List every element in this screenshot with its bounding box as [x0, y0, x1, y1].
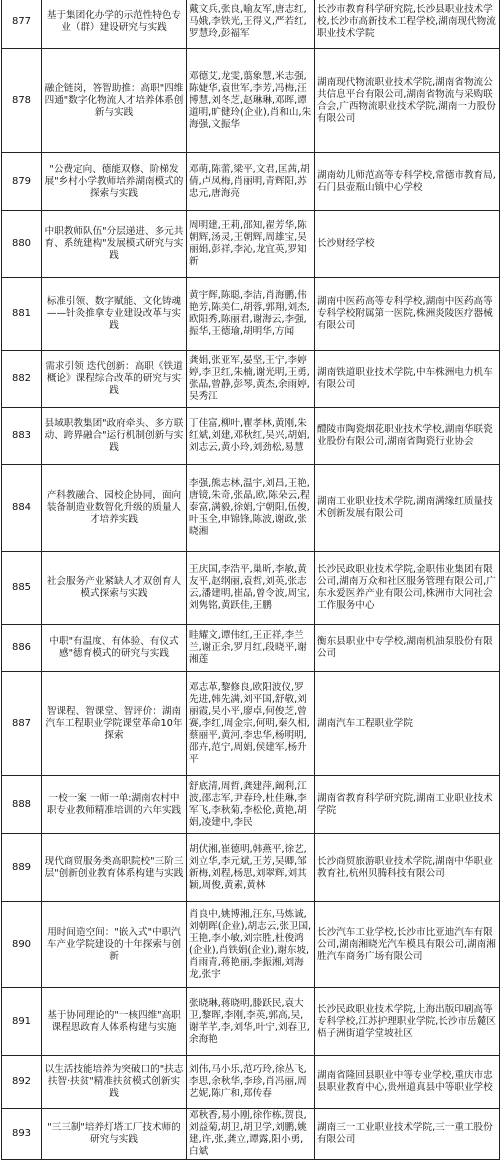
table-row — [2, 278, 500, 351]
row-number: 877 — [2, 0, 42, 49]
project-members: 舒底清,周哲,龚建萍,阚利,江波,邵志军,尹春玲,杜佳琳,李军飞,李秋菊,李松伦,黄艳,胡娟,凌建中,李民 — [187, 776, 315, 834]
row-number: 887 — [2, 672, 42, 776]
project-title: "公费定向、德能双修、阶梯发展"乡村小学教师培养湖南模式的探索与实践 — [42, 153, 187, 211]
project-orgs: 长沙民政职业技术学院,上海出版印刷高等专科学校,江苏护理职业学院,长沙市岳麓区梧子洲街道学堂坡社区 — [315, 988, 500, 1056]
project-members: 邓德艾,龙雯,翦象慧,米志强,陈婕华,袁世军,李芳,冯梅,汪博慧,刘冬芝,赵琳琳,邓晖,谭道明,旷健玲(企业),肖和山,朱海强,文振华 — [187, 49, 315, 153]
table-row — [2, 153, 500, 211]
project-orgs: 衡东县职业中专学校,湖南机油泵股份有限公司 — [315, 625, 500, 672]
project-orgs: 湖南现代物流职业技术学院,湖南省物流公共信息平台有限公司,湖南省物流与采购联合会,广西物流职业技术学院,湖南一力股份有限公司 — [315, 49, 500, 153]
table-row — [2, 834, 500, 902]
table-row — [2, 1056, 500, 1109]
table-row — [2, 988, 500, 1056]
project-orgs: 湖南三一工业职业技术学院,三一重工股份有限公司 — [315, 1109, 500, 1160]
project-title: 中职"有温度、有体验、有仪式感"德育模式的研究与实践 — [42, 625, 187, 672]
project-members: 戴文兵,张良,喻友军,唐志红,马娥,李铁光,王得义,严若红,罗慧玲,彭福军 — [187, 0, 315, 49]
project-title: 社会服务产业紧缺人才双创育人模式探索与实践 — [42, 552, 187, 625]
project-members: 邓志革,黎修良,欧阳波仪,罗先进,韩先满,刘平国,舒敬,刘丽霞,吴小平,廖卓,何俊芝,曾赛,李红,周金宗,何明,秦久相,蔡丽平,黄河,李忠华,杨明明,邵卉,范宁,周娟,侯建军,杨升平 — [187, 672, 315, 776]
project-title: 标准引领、数字赋能、文化铸魂——针灸推拿专业建设改革与实践 — [42, 278, 187, 351]
table-row — [2, 408, 500, 465]
project-members: 丁佳富,柳叶,瞿孝林,黄刚,朱红斌,刘建,邓秋红,吴兴,胡娟,刘志云,黄小玲,刘劲松,易慧 — [187, 408, 315, 465]
table-row — [2, 49, 500, 153]
project-title: 基于协同理论的"一核四维"高职课程思政育人体系构建与实施 — [42, 988, 187, 1056]
row-number: 882 — [2, 351, 42, 408]
project-members: 胡伏湘,崔德明,韩燕平,徐艺,刘立华,李元斌,王芳,吴卿,邹新梅,刘程,杨思,刘翠辉,刘其颖,周俊,黄素,黄林 — [187, 834, 315, 902]
project-members: 龚娟,张亚军,晏坚,王宁,李婷婷,李卫红,朱楠,谢光明,王勇,张晶,曾静,彭琴,黄杰,余雨婷,吴秀江 — [187, 351, 315, 408]
project-orgs: 湖南中医药高等专科学校,湖南中医药高等专科学校附属第一医院,株洲炎陵医疗器械有限公司 — [315, 278, 500, 351]
project-members: 张晓琳,蒋晓明,滕跃民,袁大卫,黎晖,李刚,李英,郭高,吴,谢芊芊,李,刘华,叶宁,刘春卫,余海艳 — [187, 988, 315, 1056]
project-title: 融企链岗，答智助推：高职"四维四通"数字化物流人才培养体系创新与实践 — [42, 49, 187, 153]
row-number: 878 — [2, 49, 42, 153]
project-members: 邓秋香,易小刚,徐作栋,贺良,刘益菊,胡卫,胡卫学,刘鹏,姚建,许,张,龚立,谭露,阳小勇,白斌 — [187, 1109, 315, 1160]
project-orgs: 长沙财经学校 — [315, 211, 500, 278]
project-orgs: 湖南幼儿师范高等专科学校,常德市教育局,石门县壶瓶山镇中心学校 — [315, 153, 500, 211]
table-row — [2, 552, 500, 625]
project-orgs: 长沙市教育科学研究院,长沙县职业技术学校,长沙市高新技术工程学校,湖南现代物流职业技术学院 — [315, 0, 500, 49]
project-orgs: 湖南省隆回县职业中等专业学校,重庆市忠县职业教育中心,贵州道真县中等职业学校 — [315, 1056, 500, 1109]
project-orgs: 湖南汽车工程职业学院 — [315, 672, 500, 776]
row-number: 888 — [2, 776, 42, 834]
table-row — [2, 1109, 500, 1160]
table-row — [2, 672, 500, 776]
project-members: 眭耀文,谭伟红,王正祥,李兰兰,谢正余,罗月红,段晓平,谢湘莲 — [187, 625, 315, 672]
table-row — [2, 625, 500, 672]
project-orgs: 长沙民政职业技术学院,金职伟业集团有限公司,湖南万众和社区服务管理有限公司,广东永爱医养产业有限公司,株洲市大同社会工作服务中心 — [315, 552, 500, 625]
project-orgs: 醴陵市陶瓷烟花职业技术学校,湖南华联瓷业股份有限公司,湖南省陶瓷行业协会 — [315, 408, 500, 465]
table-row — [2, 776, 500, 834]
row-number: 883 — [2, 408, 42, 465]
project-orgs: 湖南铁道职业技术学院,中车株洲电力机车有限公司 — [315, 351, 500, 408]
project-title: 中职教师队伍"分层递进、多元共育、系统建构"发展模式研究与实践 — [42, 211, 187, 278]
project-members: 周明建,王莉,邵知,翟芳华,陈朝辉,汤灵,王朝辉,周雄宝,吴丽娟,彭祥,李沁,龙宜英,罗知新 — [187, 211, 315, 278]
project-title: 产科教融合、园校企协同，面向装备制造业数智化升级的质量人才培养实践 — [42, 465, 187, 552]
table-body — [2, 0, 500, 1160]
table-row — [2, 902, 500, 988]
project-title: 以生活技能培养为突破口的"扶志扶智·扶贫"精准扶贫模式创新实践 — [42, 1056, 187, 1109]
award-table — [1, 0, 500, 1160]
project-members: 黄宇辉,陈聪,李洁,肖海鹏,伟艳芳,陈美仁,胡蓉,郭翔,刘杰,欧阳秀,陈丽君,谢海云,李强,振华,王德瑜,胡明华,方闻 — [187, 278, 315, 351]
row-number: 879 — [2, 153, 42, 211]
row-number: 889 — [2, 834, 42, 902]
row-number: 884 — [2, 465, 42, 552]
project-members: 王庆国,李浩平,巢昕,李敏,黄友平,赵纲丽,袁哲,刘英,张志云,潘建明,崔晶,曾令波,周宝,刘隽铭,黄跃佳,王鹏 — [187, 552, 315, 625]
project-orgs: 湖南工业职业技术学院,湖南满缘红质量技术创新发展有限公司 — [315, 465, 500, 552]
project-title: 县域职教集团"政府牵头、多方联动、跨界融合"运行机制创新与实践 — [42, 408, 187, 465]
project-title: 基于集团化办学的示范性特色专业（群）建设研究与实践 — [42, 0, 187, 49]
project-members: 肖良中,姚博湘,汪东,马炼诚,刘朝晖(企业),胡志云,张卫国,王艳,李小敏,刘宗胜,杜俊鸿(企业),肖铁娟(企业),谢东坡,肖雨青,蒋艳丽,李振湘,刘海龙,张宇 — [187, 902, 315, 988]
row-number: 890 — [2, 902, 42, 988]
row-number: 892 — [2, 1056, 42, 1109]
project-title: 智课程、智课堂、智评价：湖南汽车工程职业学院课堂革命10年探索 — [42, 672, 187, 776]
project-title: 用时间造空间："嵌入式"中职汽车产业学院建设的十年探索与创新 — [42, 902, 187, 988]
table-row — [2, 351, 500, 408]
project-members: 李强,熊志林,温宇,刘昌,王艳,唐镜,朱奇,张晶,欧,陈朵云,程泰富,满毅,徐娟,宁朝阳,伍俊,叶玉全,申锦锋,陈波,谢政,张晓湘 — [187, 465, 315, 552]
row-number: 891 — [2, 988, 42, 1056]
project-orgs: 湖南省教育科学研究院,湖南工业职业技术学院 — [315, 776, 500, 834]
project-members: 邓萌,陈蕾,梁平,文君,匡茜,胡倩,卢凤梅,肖丽明,青辉阳,苏忠元,唐海亮 — [187, 153, 315, 211]
row-number: 885 — [2, 552, 42, 625]
table-row — [2, 465, 500, 552]
project-orgs: 长沙商贸旅游职业技术学院,湖南中华职业教育社,杭州贝腾科技有限公司 — [315, 834, 500, 902]
row-number: 886 — [2, 625, 42, 672]
project-members: 刘伟,马小乐,范巧玲,徐丛飞,李思,余秋华,李珍,肖冯丽,周艺妮,陈广和,郑传春 — [187, 1056, 315, 1109]
row-number: 881 — [2, 278, 42, 351]
project-title: 一校一案 一师一单:湖南农村中职专业教师精准培训的六年实践 — [42, 776, 187, 834]
project-title: "三三制"培养灯塔工厂技术师的研究与实践 — [42, 1109, 187, 1160]
project-title: 现代商贸服务类高职院校"三阶三层"创新创业教育体系构建与实践 — [42, 834, 187, 902]
project-title: 需求引领 迭代创新：高职《铁道概论》课程综合改革的研究与实践 — [42, 351, 187, 408]
table-row — [2, 0, 500, 49]
project-orgs: 长沙汽车工业学校,长沙市比亚迪汽车有限公司,湖南湘晓光汽车模具有限公司,湖南湘胜汽车商务广场有限公司 — [315, 902, 500, 988]
table-row — [2, 211, 500, 278]
row-number: 880 — [2, 211, 42, 278]
row-number: 893 — [2, 1109, 42, 1160]
